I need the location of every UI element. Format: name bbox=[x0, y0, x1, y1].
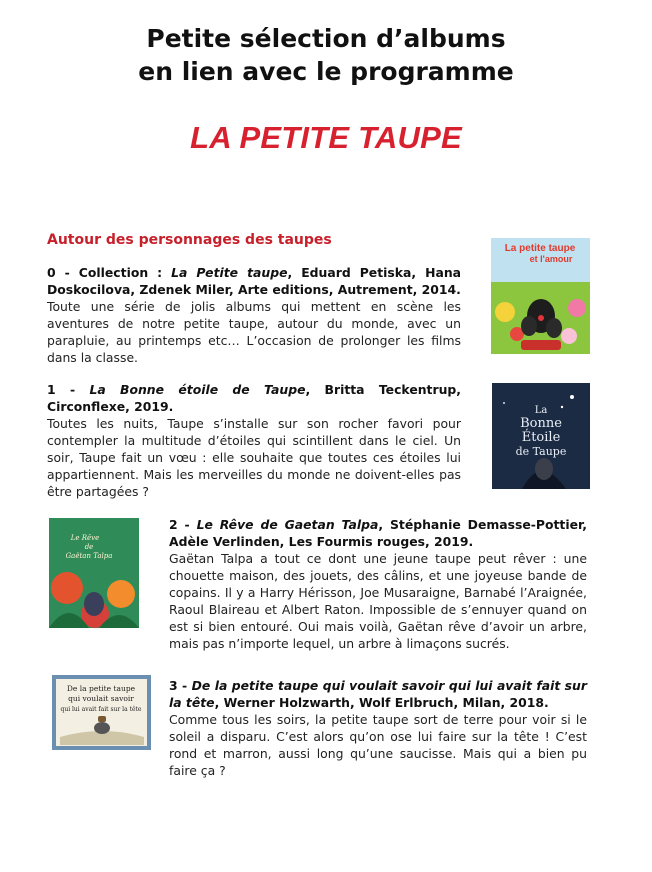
title-line-2: en lien avec le programme bbox=[138, 57, 514, 86]
book-description: Toutes les nuits, Taupe s’installe sur son rocher favori pour contempler la multitude d’étoiles qui scintillent dans le ciel. Un soir, Taupe fait un vœu : elle souhaite que toutes ces étoiles lui appartiennent. Mais les merveilles du monde ne doivent-elles pas être partagées ? bbox=[47, 416, 461, 499]
book-title: De la petite taupe qui voulait savoir qui lui avait fait sur la tête bbox=[169, 678, 587, 710]
book-description: Comme tous les soirs, la petite taupe sort de terre pour voir si le soleil a disparu. C’est alors qu’on ose lui faire sur la tête ! C’est rond et marron, aussi long qu’une saucisse. Mais qui a bien pu faire ça ? bbox=[169, 712, 587, 778]
title-line-1: Petite sélection d’albums bbox=[146, 24, 506, 53]
cover-text-line-1: La bbox=[534, 405, 548, 416]
cover-text-line-4: de Taupe bbox=[515, 445, 567, 458]
section-title: Autour des personnages des taupes bbox=[47, 232, 332, 248]
book-cover-0 bbox=[491, 238, 590, 354]
book-heading: 2 - Le Rêve de Gaetan Talpa, Stéphanie Demasse-Pottier, Adèle Verlinden, Les Fourmis rouges, 2019. bbox=[169, 517, 588, 549]
cover-text-line-2: et l'amour bbox=[529, 254, 573, 264]
book-cover-2 bbox=[49, 518, 139, 628]
cover-text-line-3: qui lui avait fait sur la tête bbox=[60, 706, 142, 713]
book-title: Le Rêve de Gaetan Talpa bbox=[196, 517, 379, 532]
cover-text-line-2: de bbox=[84, 543, 94, 551]
book-entry-2 bbox=[169, 516, 587, 652]
cover-text-line-3: Étoile bbox=[521, 430, 561, 445]
cover-text-line-1: La petite taupe bbox=[504, 243, 576, 254]
cover-text-line-2: Bonne bbox=[520, 416, 562, 431]
book-description: Toute une série de jolis albums qui mettent en scène les aventures de notre petite taupe, autour du monde, avec un parapluie, au printemps etc… L’occasion de prolonger les films dans la classe. bbox=[47, 299, 461, 365]
cover-text-line-2: qui voulait savoir bbox=[68, 694, 134, 703]
page-subtitle: LA PETITE TAUPE bbox=[190, 120, 462, 155]
cover-text-line-1: Le Rêve bbox=[70, 534, 100, 542]
book-entry-3 bbox=[169, 677, 587, 779]
cover-text-line-3: Gaëtan Talpa bbox=[65, 552, 113, 560]
page-title bbox=[0, 22, 652, 88]
book-title: La Petite taupe bbox=[171, 265, 288, 280]
book-title: La Bonne étoile de Taupe bbox=[89, 382, 306, 397]
book-cover-1 bbox=[492, 383, 590, 489]
book-heading: 1 - La Bonne étoile de Taupe, Britta Teckentrup, Circonflexe, 2019. bbox=[47, 382, 461, 414]
book-entry-1 bbox=[47, 381, 461, 500]
cover-text-line-1: De la petite taupe bbox=[66, 684, 136, 693]
book-heading: 0 - Collection : La Petite taupe, Eduard Petiska, Hana Doskocilova, Zdenek Miler, Arte editions, Autrement, 2014. bbox=[47, 265, 461, 297]
book-entry-0 bbox=[47, 264, 461, 366]
book-description: Gaëtan Talpa a tout ce dont une jeune taupe peut rêver : une chouette maison, des jouets, des câlins, et une joyeuse bande de copains. Il y a Harry Hérisson, Joe Musaraigne, Barnabé l’Araignée, Raoul Blaireau et Albert Raton. Impossible de s’ennuyer quand on est si bien entouré. Oui mais voilà, Gaëtan rêve d’avoir un arbre, mais pas n’importe lequel, un arbre à limaçons sucrés. bbox=[169, 551, 587, 651]
book-cover-3 bbox=[52, 675, 151, 750]
book-heading: 3 - De la petite taupe qui voulait savoir qui lui avait fait sur la tête, Werner Holzwarth, Wolf Erlbruch, Milan, 2018. bbox=[169, 678, 587, 710]
